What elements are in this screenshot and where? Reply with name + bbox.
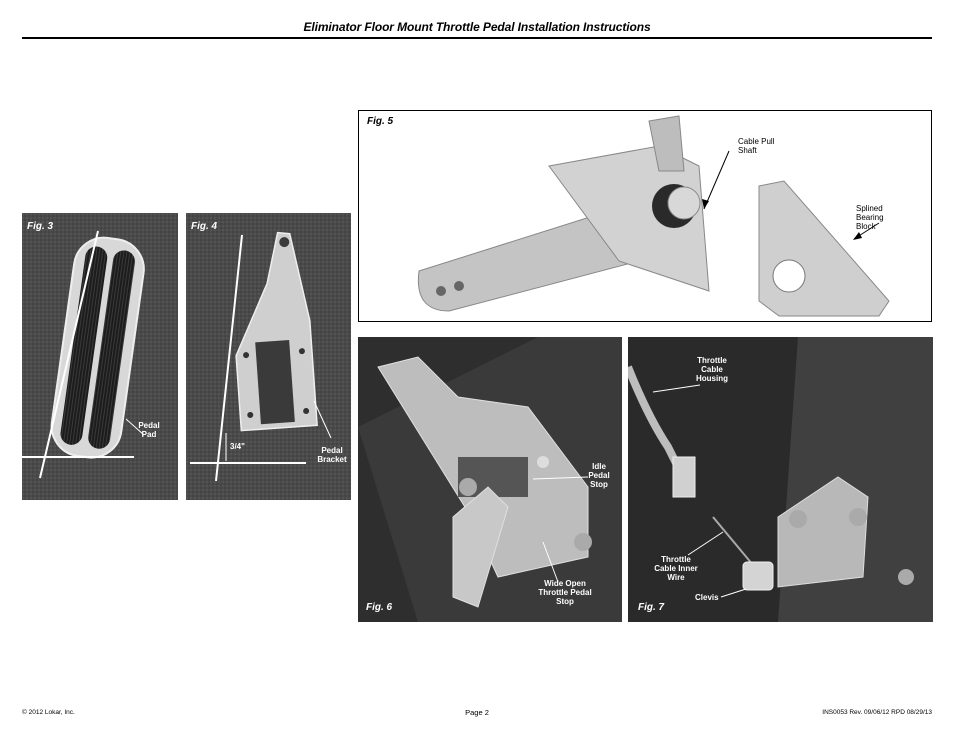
splined-bearing-block-callout: Splined Bearing Block [856, 204, 884, 231]
pedal-pad-photo [22, 213, 178, 500]
copyright: © 2012 Lokar, Inc. [22, 709, 75, 716]
revision-info: INS0053 Rev. 09/06/12 RPD 08/29/13 [822, 709, 932, 716]
figure-5 [358, 110, 932, 322]
figure-3-label: Fig. 3 [27, 221, 54, 232]
measurement-callout: 3/4" [230, 442, 245, 451]
figure-7 [628, 337, 933, 622]
cable-pull-shaft-callout: Cable Pull Shaft [738, 137, 775, 155]
figure-5-label: Fig. 5 [367, 116, 394, 127]
pedal-pad-callout: Pedal Pad [138, 421, 160, 439]
figure-3 [22, 213, 178, 500]
figure-6 [358, 337, 622, 622]
figure-7-label: Fig. 7 [638, 602, 665, 613]
document-title: Eliminator Floor Mount Throttle Pedal Installation Instructions [303, 20, 651, 34]
throttle-cable-housing-callout: Throttle Cable Housing [696, 356, 728, 383]
wide-open-stop-callout: Wide Open Throttle Pedal Stop [538, 579, 592, 606]
figure-6-label: Fig. 6 [366, 602, 393, 613]
pedal-bracket-callout: Pedal Bracket [317, 446, 347, 464]
throttle-cable-inner-wire-callout: Throttle Cable Inner Wire [654, 555, 698, 582]
figure-4 [186, 213, 351, 500]
figure-4-label: Fig. 4 [191, 221, 218, 232]
throttle-assembly-photo [359, 111, 932, 322]
title-rule [22, 37, 932, 39]
clevis-callout: Clevis [695, 593, 719, 602]
page-number: Page 2 [465, 708, 489, 717]
idle-pedal-stop-callout: Idle Pedal Stop [588, 462, 610, 489]
